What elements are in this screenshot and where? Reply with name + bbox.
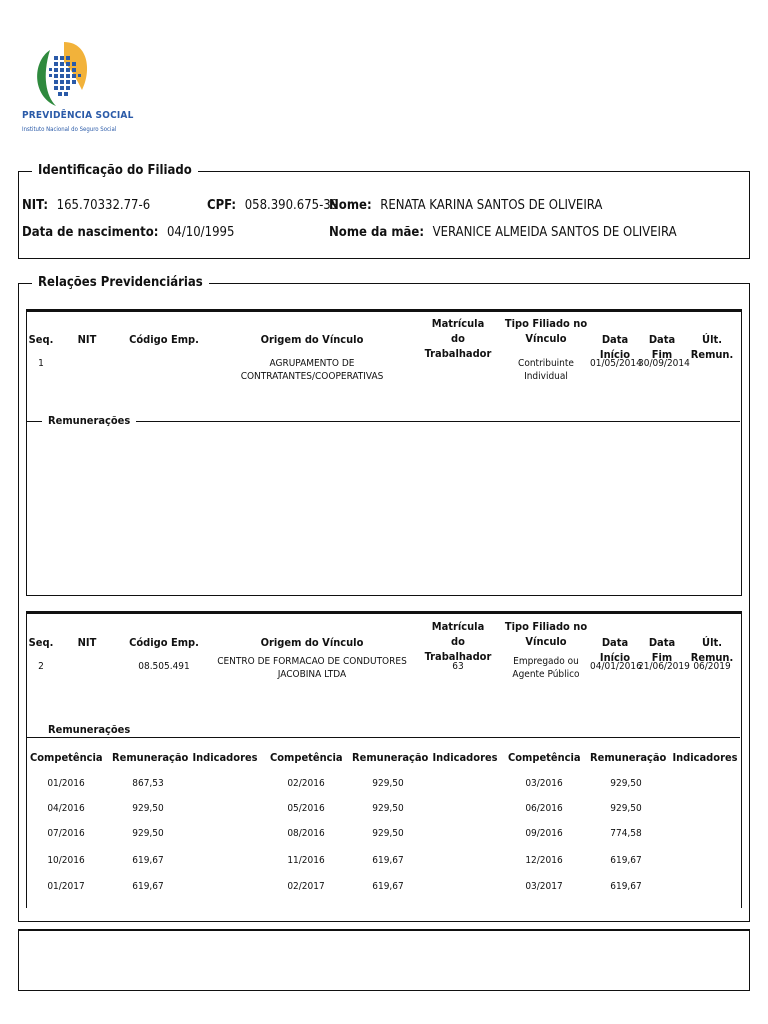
previdencia-logo-icon <box>20 40 110 140</box>
identificacao-section <box>18 171 750 259</box>
vinculo-2-matricula: 63 <box>452 661 464 672</box>
header-matricula: Matrícula do Trabalhador <box>424 317 492 360</box>
remun-competencia: 03/2017 <box>525 881 563 892</box>
header-nit: NIT <box>77 636 97 649</box>
remun-valor: 929,50 <box>132 803 164 814</box>
remun-valor: 774,58 <box>610 828 642 839</box>
logo-subtitle: Instituto Nacional do Seguro Social <box>22 126 117 133</box>
vinculo-1-origem: AGRUPAMENTO DE CONTRATANTES/COOPERATIVAS <box>240 358 384 382</box>
remun-header-remuneracao: Remuneração <box>352 751 429 764</box>
header-origem: Origem do Vínculo <box>260 636 364 649</box>
remun-competencia: 06/2016 <box>525 803 563 814</box>
logo-title: PREVIDÊNCIA SOCIAL <box>22 110 134 121</box>
remun-header-competencia: Competência <box>508 751 581 764</box>
vinculo-2-seq: 2 <box>38 661 44 672</box>
header-matricula: Matrícula do Trabalhador <box>424 620 492 663</box>
header-fim: Data Fim <box>648 333 676 361</box>
remun-header-remuneracao: Remuneração <box>590 751 667 764</box>
nome-label: Nome: <box>329 198 372 213</box>
remun-valor: 929,50 <box>372 828 404 839</box>
remun-valor: 867,53 <box>132 778 164 789</box>
remun-competencia: 11/2016 <box>287 855 325 866</box>
remun-competencia: 01/2016 <box>47 778 85 789</box>
remun-valor: 929,50 <box>372 778 404 789</box>
remun-header-remuneracao: Remuneração <box>112 751 189 764</box>
vinculo-2-codigo: 08.505.491 <box>138 661 190 672</box>
remun-valor: 929,50 <box>610 803 642 814</box>
header-tipo: Tipo Filiado no Vínculo <box>504 317 588 345</box>
vinculo-1-fim: 30/09/2014 <box>638 358 690 369</box>
header-fim: Data Fim <box>648 636 676 664</box>
remun-competencia: 04/2016 <box>47 803 85 814</box>
remun-competencia: 07/2016 <box>47 828 85 839</box>
remun-valor: 619,67 <box>132 855 164 866</box>
nome-value: RENATA KARINA SANTOS DE OLIVEIRA <box>380 198 603 213</box>
remun-competencia: 01/2017 <box>47 881 85 892</box>
nit-value: 165.70332.77-6 <box>56 198 151 213</box>
remun-valor: 619,67 <box>610 855 642 866</box>
remun-competencia: 08/2016 <box>287 828 325 839</box>
nit-label: NIT: <box>22 198 49 213</box>
remun-valor: 619,67 <box>372 855 404 866</box>
header-tipo: Tipo Filiado no Vínculo <box>504 620 588 648</box>
remun-header-competencia: Competência <box>30 751 103 764</box>
header-inicio: Data Início <box>599 333 631 361</box>
cpf-value: 058.390.675-39 <box>244 198 339 213</box>
header-seq: Seq. <box>28 333 54 346</box>
identificacao-legend: Identificação do Filiado <box>32 163 198 178</box>
nascimento-label: Data de nascimento: <box>22 225 159 240</box>
header-codigo: Código Emp. <box>129 636 199 649</box>
remun-competencia: 09/2016 <box>525 828 563 839</box>
remun-competencia: 03/2016 <box>525 778 563 789</box>
remun-valor: 619,67 <box>610 881 642 892</box>
vinculo-1-tipo: Contribuinte Individual <box>518 358 574 382</box>
nascimento-value: 04/10/1995 <box>166 225 235 240</box>
mae-label: Nome da mãe: <box>329 225 425 240</box>
header-codigo: Código Emp. <box>129 333 199 346</box>
vinculo-1-inicio: 01/05/2014 <box>590 358 642 369</box>
vinculo-2-ult-remun: 06/2019 <box>693 661 731 672</box>
remun-competencia: 10/2016 <box>47 855 85 866</box>
remun-valor: 619,67 <box>372 881 404 892</box>
remuneracoes-divider-2 <box>27 737 740 738</box>
remun-competencia: 12/2016 <box>525 855 563 866</box>
vinculo-2-inicio: 04/01/2016 <box>590 661 642 672</box>
remun-header-indicadores: Indicadores <box>192 751 258 764</box>
remun-header-competencia: Competência <box>270 751 343 764</box>
header-ult-remun: Últ. Remun. <box>690 636 734 664</box>
remuneracoes-legend-1: Remunerações <box>42 414 136 427</box>
header-nit: NIT <box>77 333 97 346</box>
remun-header-indicadores: Indicadores <box>672 751 738 764</box>
vinculo-2-origem: CENTRO DE FORMACAO DE CONDUTORES JACOBINA LTDA <box>217 656 407 680</box>
remun-valor: 929,50 <box>372 803 404 814</box>
vinculo-2-fim: 21/06/2019 <box>638 661 690 672</box>
footer-box <box>18 929 750 991</box>
remun-valor: 929,50 <box>610 778 642 789</box>
relacoes-legend: Relações Previdenciárias <box>32 275 209 290</box>
mae-value: VERANICE ALMEIDA SANTOS DE OLIVEIRA <box>432 225 677 240</box>
remun-competencia: 02/2017 <box>287 881 325 892</box>
cpf-label: CPF: <box>207 198 237 213</box>
vinculo-2-tipo: Empregado ou Agente Público <box>512 656 580 680</box>
remun-valor: 619,67 <box>132 881 164 892</box>
header-seq: Seq. <box>28 636 54 649</box>
remun-competencia: 02/2016 <box>287 778 325 789</box>
remuneracoes-legend-2: Remunerações <box>42 723 136 736</box>
vinculo-1-seq: 1 <box>38 358 44 369</box>
remun-valor: 929,50 <box>132 828 164 839</box>
remun-competencia: 05/2016 <box>287 803 325 814</box>
header-inicio: Data Início <box>599 636 631 664</box>
header-ult-remun: Últ. Remun. <box>690 333 734 361</box>
remun-header-indicadores: Indicadores <box>432 751 498 764</box>
header-origem: Origem do Vínculo <box>260 333 364 346</box>
